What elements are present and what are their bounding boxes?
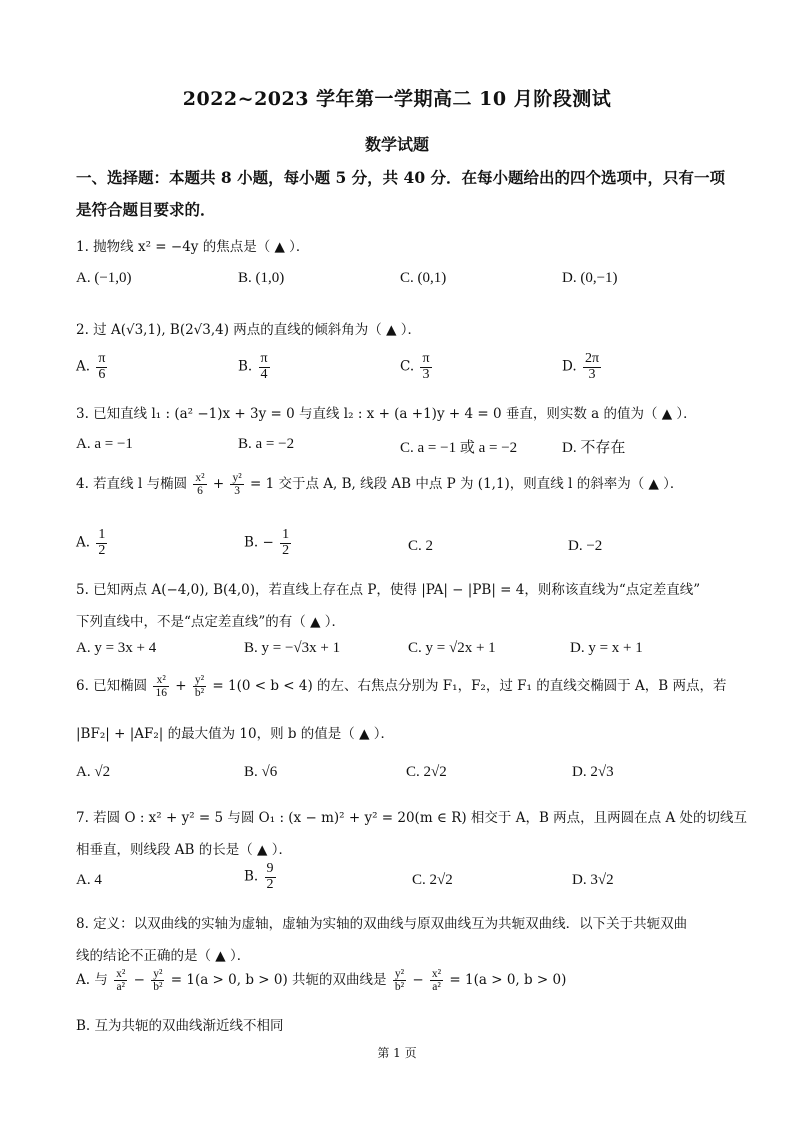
page-subtitle: 数学试题	[364, 135, 429, 154]
option-label: D.	[562, 358, 577, 375]
question-2-option-a	[76, 352, 109, 382]
question-4-stem	[76, 472, 683, 497]
fraction-numerator: π	[260, 351, 268, 366]
option-label: A.	[76, 358, 91, 375]
fraction-numerator: x²	[195, 472, 205, 484]
option-text-mid: = 1(a > 0, b > 0) 共轭的双曲线是	[170, 972, 387, 989]
fraction	[230, 472, 243, 497]
fraction-denominator: 3	[583, 367, 601, 383]
question-3-option-d: D. 不存在	[562, 440, 626, 456]
fraction-numerator: y²	[153, 968, 163, 980]
fraction	[96, 528, 107, 558]
fraction-denominator: b²	[194, 687, 205, 700]
question-2-option-c	[400, 352, 434, 382]
fraction-denominator: a²	[114, 980, 127, 993]
question-6-option-a: A. √2	[76, 764, 111, 780]
fraction-denominator: 16	[155, 687, 167, 700]
option-label: B.	[238, 358, 253, 375]
minus-sign: −	[412, 972, 424, 989]
question-4-option-a	[76, 528, 109, 558]
fraction-denominator: 4	[259, 367, 270, 383]
question-3-option-b: B. a = −2	[238, 436, 295, 452]
fraction-numerator: x²	[116, 968, 126, 980]
question-1-option-a: A. (−1,0)	[76, 270, 132, 286]
fraction-numerator: x²	[431, 968, 442, 980]
question-4-option-b	[244, 528, 293, 558]
fraction-numerator: y²	[232, 472, 242, 484]
fraction-numerator: y²	[194, 674, 205, 686]
plus-sign: +	[175, 678, 187, 695]
option-label: C.	[400, 358, 415, 375]
stem-text-post: = 1 交于点 A, B, 线段 AB 中点 P 为 (1,1)，则直线 l 的斜率为（ ▲ ）．	[249, 476, 684, 493]
question-6-stem-line2: |BF₂| + |AF₂| 的最大值为 10，则 b 的值是（ ▲ ）．	[76, 726, 395, 742]
question-6-option-d: D. 2√3	[572, 764, 614, 780]
fraction-denominator: b²	[394, 981, 405, 994]
fraction	[265, 862, 276, 892]
option-label: B. −	[244, 534, 274, 551]
fraction	[153, 674, 169, 699]
fraction-denominator: 2	[282, 542, 290, 558]
fraction-denominator: b²	[153, 981, 163, 994]
stem-text-pre: 6. 已知椭圆	[76, 678, 148, 695]
fraction	[151, 968, 164, 993]
fraction	[393, 968, 406, 993]
fraction	[114, 968, 127, 993]
page-title: 2022~2023 学年第一学期高二 10 月阶段测试	[182, 88, 612, 110]
question-5-option-c: C. y = √2x + 1	[408, 640, 496, 656]
question-1-option-d: D. (0,−1)	[562, 270, 618, 286]
question-8-stem-line1: 8. 定义：以双曲线的实轴为虚轴，虚轴为实轴的双曲线与原双曲线互为共轭双曲线．以下关于共轭双曲	[76, 916, 688, 932]
fraction-numerator: x²	[156, 674, 166, 686]
fraction-numerator: π	[98, 351, 106, 366]
question-6-option-c: C. 2√2	[406, 764, 447, 780]
fraction-denominator: 6	[96, 367, 107, 383]
plus-sign: +	[212, 476, 225, 493]
question-1-option-b: B. (1,0)	[238, 270, 285, 286]
question-7-stem-line1: 7. 若圆 O : x² + y² = 5 与圆 O₁ : (x − m)² + y² = 20(m ∈ R) 相交于 A，B 两点，且两圆在点 A 处的切线互	[76, 810, 748, 826]
fraction	[420, 352, 431, 382]
question-2-option-d	[562, 352, 603, 382]
question-3-option-c: C. a = −1 或 a = −2	[400, 440, 518, 456]
fraction	[583, 352, 601, 382]
fraction	[96, 352, 107, 382]
question-6-option-b: B. √6	[244, 764, 278, 780]
fraction-numerator: y²	[394, 968, 405, 980]
fraction-denominator: 3	[420, 367, 431, 383]
fraction-denominator: a²	[430, 980, 443, 993]
fraction	[259, 352, 270, 382]
fraction	[280, 528, 291, 558]
fraction-numerator: π	[422, 351, 430, 366]
fraction-denominator: 6	[193, 484, 206, 497]
question-2-stem: 2. 过 A(√3,1), B(2√3,4) 两点的直线的倾斜角为（ ▲ ）．	[76, 322, 422, 338]
minus-sign: −	[133, 972, 145, 989]
question-5-option-d: D. y = x + 1	[570, 640, 643, 656]
fraction-numerator: 2π	[584, 351, 600, 366]
fraction	[430, 968, 443, 993]
question-2-option-b	[238, 352, 272, 382]
question-5-stem-line1: 5. 已知两点 A(−4,0), B(4,0)，若直线上存在点 P，使得 |PA| − |PB| = 4，则称该直线为“点定差直线”	[76, 582, 701, 598]
question-6-stem-line1	[76, 674, 726, 699]
question-3-stem: 3. 已知直线 l₁ : (a² −1)x + 3y = 0 与直线 l₂ : x + (a +1)y + 4 = 0 垂直，则实数 a 的值为（ ▲ ）．	[76, 406, 697, 422]
question-7-stem-line2: 相垂直，则线段 AB 的长是（ ▲ ）．	[76, 842, 292, 858]
fraction	[193, 472, 206, 497]
fraction-numerator: 1	[98, 527, 106, 542]
option-text-post: = 1(a > 0, b > 0)	[449, 972, 567, 989]
question-3-option-a: A. a = −1	[76, 436, 133, 452]
fraction-numerator: 9	[266, 861, 274, 876]
fraction-denominator: 3	[230, 484, 243, 497]
question-7-option-b	[244, 862, 278, 892]
fraction-denominator: 2	[266, 876, 274, 892]
question-7-option-d: D. 3√2	[572, 872, 614, 888]
option-label: B.	[244, 868, 259, 885]
question-4-option-d: D. −2	[568, 538, 603, 554]
fraction	[193, 674, 206, 699]
question-5-stem-line2: 下列直线中，不是“点定差直线”的有（ ▲ ）．	[76, 614, 346, 630]
section-heading-line1: 一、选择题：本题共 8 小题，每小题 5 分，共 40 分．在每小题给出的四个选项中，只有一项	[76, 168, 726, 187]
question-1-stem: 1. 抛物线 x² = −4y 的焦点是（ ▲ ）．	[76, 239, 310, 255]
question-8-option-b: B. 互为共轭的双曲线渐近线不相同	[76, 1018, 284, 1034]
stem-text-pre: 4. 若直线 l 与椭圆	[76, 476, 188, 493]
question-7-option-a: A. 4	[76, 872, 102, 888]
fraction-numerator: 1	[282, 527, 290, 542]
stem-text-post: = 1(0 < b < 4) 的左、右焦点分别为 F₁，F₂，过 F₁ 的直线交椭圆于 A，B 两点，若	[212, 678, 727, 695]
question-1-option-c: C. (0,1)	[400, 270, 447, 286]
page-number: 第 1 页	[377, 1046, 417, 1060]
section-heading-line2: 是符合题目要求的．	[76, 200, 216, 219]
question-5-option-a: A. y = 3x + 4	[76, 640, 157, 656]
question-8-stem-line2: 线的结论不正确的是（ ▲ ）．	[76, 948, 251, 964]
option-text-pre: A. 与	[76, 972, 108, 989]
question-4-option-c: C. 2	[408, 538, 434, 554]
question-8-option-a	[76, 968, 566, 993]
option-label: A.	[76, 534, 91, 551]
question-5-option-b: B. y = −√3x + 1	[244, 640, 341, 656]
question-7-option-c: C. 2√2	[412, 872, 453, 888]
fraction-denominator: 2	[98, 542, 106, 558]
